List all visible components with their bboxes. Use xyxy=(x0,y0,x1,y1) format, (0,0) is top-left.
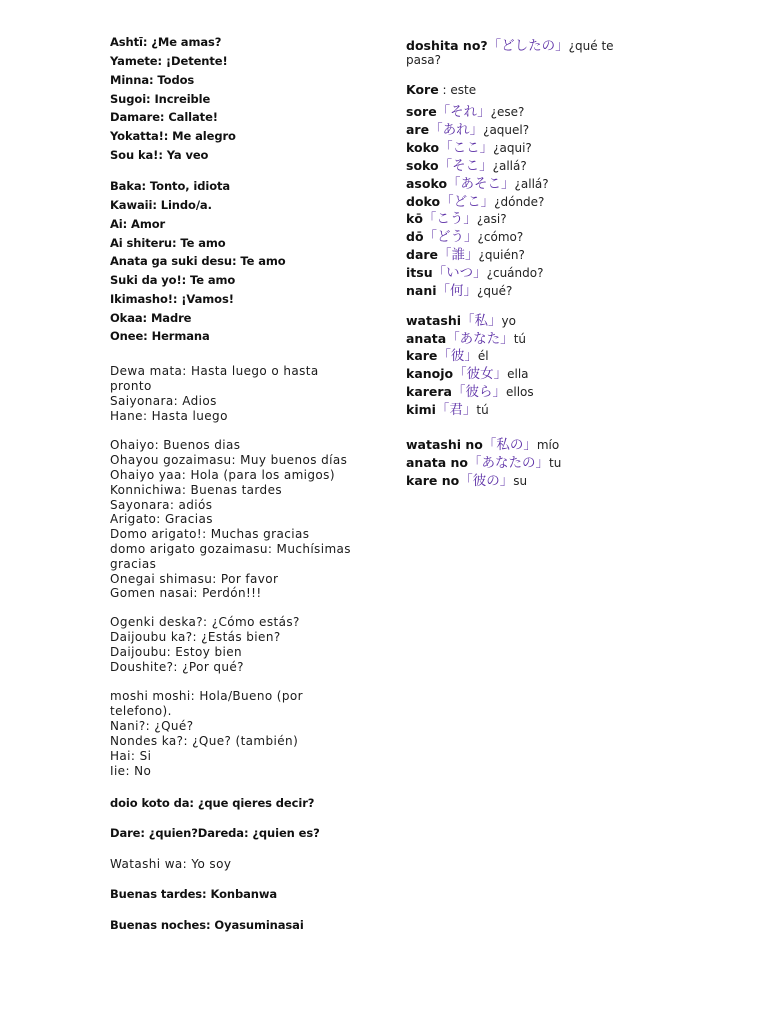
romaji-term: kare no xyxy=(406,473,460,488)
vocab-line: Hai: Si xyxy=(110,749,152,763)
romaji-term: sore xyxy=(406,104,437,119)
translation: ¿allá? xyxy=(514,177,549,191)
vocab-line: telefono). xyxy=(110,704,172,718)
vocab-line: Saiyonara: Adios xyxy=(110,394,217,408)
romaji-term: asoko xyxy=(406,176,448,191)
pronoun-entry xyxy=(406,433,559,453)
japanese-term: 「いつ」 xyxy=(432,265,487,281)
vocab-line: Damare: Callate! xyxy=(110,110,218,124)
vocab-line: Doushite?: ¿Por qué? xyxy=(110,660,244,674)
japanese-term: 「あなたの」 xyxy=(468,455,550,471)
romaji-term: karera xyxy=(406,384,452,399)
vocab-line: Ashtī: ¿Me amas? xyxy=(110,35,222,49)
translation: mío xyxy=(536,438,560,452)
vocab-line: Ai: Amor xyxy=(110,217,166,231)
pronoun-entry xyxy=(406,136,532,156)
vocab-line: Ohaiyo yaa: Hola (para los amigos) xyxy=(110,468,335,482)
separator: : xyxy=(438,83,451,97)
vocab-line: Onegai shimasu: Por favor xyxy=(110,572,279,586)
romaji-term: Kore xyxy=(406,82,439,97)
vocab-line: Sayonara: adiós xyxy=(110,498,213,512)
romaji-term: koko xyxy=(406,140,440,155)
translation: ¿qué? xyxy=(477,284,513,298)
pronoun-entry xyxy=(406,82,476,98)
pronoun-entry xyxy=(406,207,507,227)
vocab-line: Minna: Todos xyxy=(110,73,195,87)
vocab-line: Daijoubu: Estoy bien xyxy=(110,645,243,659)
japanese-term: 「あそこ」 xyxy=(447,176,515,192)
pronoun-entry xyxy=(406,451,561,471)
vocab-line: Nani?: ¿Qué? xyxy=(110,719,194,733)
vocab-line: Gomen nasai: Perdón!!! xyxy=(110,586,262,600)
translation: ¿qué te xyxy=(568,39,614,53)
translation: ellos xyxy=(506,385,534,399)
translation: pasa? xyxy=(406,53,441,67)
romaji-term: watashi no xyxy=(406,437,483,452)
translation: ¿quién? xyxy=(478,248,525,262)
vocab-line: Ohaiyo: Buenos dias xyxy=(110,438,241,452)
translation: su xyxy=(513,474,528,488)
vocab-line: Ai shiteru: Te amo xyxy=(110,236,226,250)
translation: este xyxy=(450,83,477,97)
japanese-term: 「彼の」 xyxy=(459,473,514,489)
vocab-line: Nondes ka?: ¿Que? (también) xyxy=(110,734,299,748)
romaji-term: kanojo xyxy=(406,366,454,381)
pronoun-entry xyxy=(406,225,523,245)
pronoun-entry xyxy=(406,34,614,54)
japanese-term: 「こう」 xyxy=(422,211,477,227)
vocab-line: Okaa: Madre xyxy=(110,311,192,325)
pronoun-entry xyxy=(406,172,549,192)
translation: ¿cómo? xyxy=(477,230,524,244)
translation: ¿dónde? xyxy=(494,195,545,209)
pronoun-entry xyxy=(406,154,527,174)
vocab-line: Ikimasho!: ¡Vamos! xyxy=(110,292,234,306)
romaji-term: itsu xyxy=(406,265,433,280)
pronoun-entry xyxy=(406,52,441,68)
vocab-line: Sou ka!: Ya veo xyxy=(110,148,209,162)
japanese-term: 「彼」 xyxy=(437,348,478,364)
japanese-term: 「あれ」 xyxy=(429,122,484,138)
translation: ¿aqui? xyxy=(493,141,532,155)
vocab-line: Ogenki deska?: ¿Cómo estás? xyxy=(110,615,300,629)
translation: tú xyxy=(476,403,489,417)
romaji-term: kimi xyxy=(406,402,436,417)
pronoun-entry xyxy=(406,118,529,138)
japanese-term: 「私の」 xyxy=(482,437,537,453)
vocab-line: Arigato: Gracias xyxy=(110,512,213,526)
japanese-term: 「それ」 xyxy=(436,104,491,120)
romaji-term: doshita no? xyxy=(406,38,488,53)
pronoun-entry xyxy=(406,380,534,400)
romaji-term: kō xyxy=(406,211,423,226)
japanese-term: 「どう」 xyxy=(423,229,478,245)
japanese-term: 「あなた」 xyxy=(446,331,514,347)
translation: tú xyxy=(513,332,526,346)
translation: él xyxy=(477,349,489,363)
translation: ¿aquel? xyxy=(483,123,530,137)
vocab-line: Baka: Tonto, idiota xyxy=(110,179,231,193)
pronoun-entry xyxy=(406,469,527,489)
romaji-term: nani xyxy=(406,283,437,298)
vocab-line: Ohayou gozaimasu: Muy buenos días xyxy=(110,453,348,467)
japanese-term: 「彼女」 xyxy=(453,366,508,382)
vocab-line: Dewa mata: Hasta luego o hasta xyxy=(110,364,319,378)
romaji-term: watashi xyxy=(406,313,462,328)
japanese-term: 「誰」 xyxy=(438,247,479,263)
romaji-term: anata no xyxy=(406,455,469,470)
translation: ¿asi? xyxy=(476,212,507,226)
vocab-line: pronto xyxy=(110,379,152,393)
translation: tu xyxy=(549,456,562,470)
translation: ella xyxy=(507,367,529,381)
romaji-term: soko xyxy=(406,158,439,173)
vocab-line: Konnichiwa: Buenas tardes xyxy=(110,483,282,497)
japanese-term: 「彼ら」 xyxy=(452,384,506,400)
vocab-line: Domo arigato!: Muchas gracias xyxy=(110,527,310,541)
japanese-term: 「ここ」 xyxy=(439,140,494,156)
romaji-term: are xyxy=(406,122,430,137)
japanese-term: 「私」 xyxy=(461,313,502,329)
pronoun-entry xyxy=(406,344,489,364)
pronoun-entry xyxy=(406,100,524,120)
vocab-line: gracias xyxy=(110,557,157,571)
translation: ¿ese? xyxy=(490,105,525,119)
vocab-line: Buenas tardes: Konbanwa xyxy=(110,887,278,901)
vocab-line: Sugoi: Increible xyxy=(110,92,211,106)
vocab-line: Iie: No xyxy=(110,764,152,778)
vocab-line: Kawaii: Lindo/a. xyxy=(110,198,212,212)
vocab-line: Onee: Hermana xyxy=(110,329,210,343)
vocab-line: Dare: ¿quien?Dareda: ¿quien es? xyxy=(110,826,320,840)
vocab-line: Daijoubu ka?: ¿Estás bien? xyxy=(110,630,281,644)
japanese-term: 「何」 xyxy=(436,283,478,299)
japanese-term: 「そこ」 xyxy=(438,158,493,174)
vocab-line: doio koto da: ¿que qieres decir? xyxy=(110,796,315,810)
japanese-term: 「どこ」 xyxy=(440,194,495,210)
vocab-line: Yokatta!: Me alegro xyxy=(110,129,236,143)
vocab-line: moshi moshi: Hola/Bueno (por xyxy=(110,689,303,703)
japanese-term: 「どしたの」 xyxy=(487,38,569,54)
japanese-term: 「君」 xyxy=(435,402,477,418)
vocab-line: Watashi wa: Yo soy xyxy=(110,857,232,871)
vocab-line: Yamete: ¡Detente! xyxy=(110,54,228,68)
pronoun-entry xyxy=(406,243,525,263)
pronoun-entry xyxy=(406,398,489,418)
romaji-term: doko xyxy=(406,194,441,209)
pronoun-entry xyxy=(406,362,529,382)
translation: ¿cuándo? xyxy=(486,266,544,280)
translation: ¿allá? xyxy=(492,159,527,173)
vocab-line: domo arigato gozaimasu: Muchísimas xyxy=(110,542,351,556)
romaji-term: dō xyxy=(406,229,424,244)
romaji-term: anata xyxy=(406,331,447,346)
vocab-line: Anata ga suki desu: Te amo xyxy=(110,254,286,268)
romaji-term: dare xyxy=(406,247,439,262)
translation: yo xyxy=(501,314,516,328)
vocab-line: Hane: Hasta luego xyxy=(110,409,228,423)
romaji-term: kare xyxy=(406,348,438,363)
pronoun-entry xyxy=(406,279,512,299)
pronoun-entry xyxy=(406,261,543,281)
vocab-line: Buenas noches: Oyasuminasai xyxy=(110,918,304,932)
vocab-line: Suki da yo!: Te amo xyxy=(110,273,236,287)
pronoun-entry xyxy=(406,309,516,329)
